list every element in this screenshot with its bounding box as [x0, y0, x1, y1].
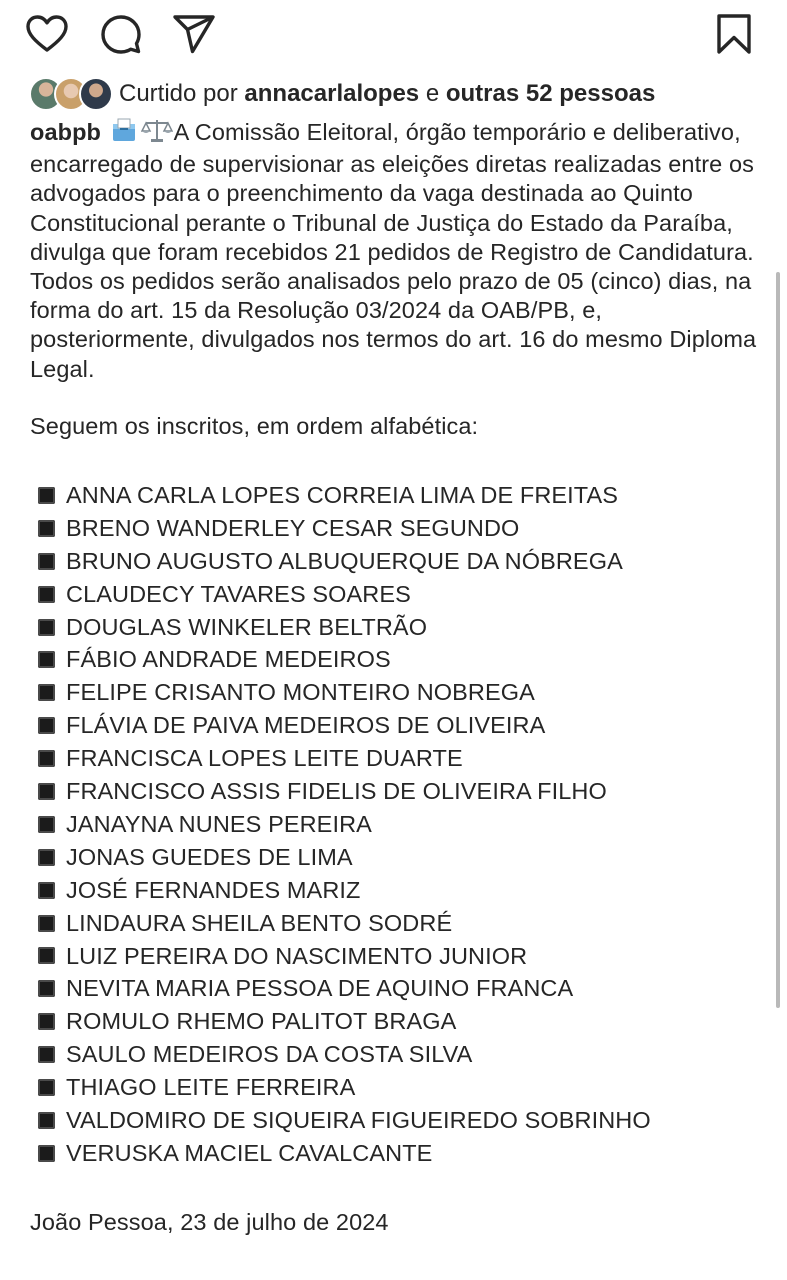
candidate-name: THIAGO LEITE FERREIRA	[66, 1074, 356, 1101]
save-button[interactable]	[711, 12, 757, 56]
likes-summary[interactable]	[29, 76, 655, 112]
black-square-bullet-icon	[38, 1079, 55, 1096]
black-square-bullet-icon	[38, 1046, 55, 1063]
avatar	[79, 77, 113, 111]
list-item	[38, 578, 760, 611]
black-square-bullet-icon	[38, 750, 55, 767]
balance-scale-emoji	[141, 117, 173, 150]
list-item	[38, 643, 760, 676]
list-item	[38, 841, 760, 874]
black-square-bullet-icon	[38, 586, 55, 603]
list-item	[38, 611, 760, 644]
black-square-bullet-icon	[38, 882, 55, 899]
candidate-name: VALDOMIRO DE SIQUEIRA FIGUEIREDO SOBRINHO	[66, 1106, 651, 1133]
candidate-name: FLÁVIA DE PAIVA MEDEIROS DE OLIVEIRA	[66, 712, 546, 739]
liker-username[interactable]: annacarlalopes	[244, 80, 420, 107]
post-action-bar	[0, 0, 787, 70]
candidate-name: FRANCISCA LOPES LEITE DUARTE	[66, 745, 463, 772]
candidate-name: FÁBIO ANDRADE MEDEIROS	[66, 646, 391, 673]
black-square-bullet-icon	[38, 520, 55, 537]
candidate-name: LINDAURA SHEILA BENTO SODRÉ	[66, 909, 453, 936]
candidate-name: LUIZ PEREIRA DO NASCIMENTO JUNIOR	[66, 942, 528, 969]
list-item	[38, 808, 760, 841]
candidate-name: FELIPE CRISANTO MONTEIRO NOBREGA	[66, 679, 535, 706]
heart-outline-icon	[25, 14, 69, 54]
black-square-bullet-icon	[38, 684, 55, 701]
liker-avatars	[29, 77, 111, 111]
comment-button[interactable]	[98, 12, 144, 56]
list-item	[38, 1005, 760, 1038]
list-item	[38, 479, 760, 512]
list-item	[38, 676, 760, 709]
list-item	[38, 1137, 760, 1170]
paper-plane-icon	[172, 13, 216, 55]
list-item	[38, 1071, 760, 1104]
caption-body	[30, 117, 760, 384]
black-square-bullet-icon	[38, 915, 55, 932]
caption-username[interactable]: oabpb	[30, 119, 101, 145]
others-count-link[interactable]: outras 52 pessoas	[445, 80, 656, 107]
black-square-bullet-icon	[38, 1112, 55, 1129]
black-square-bullet-icon	[38, 553, 55, 570]
ballot-box-emoji	[109, 117, 139, 150]
black-square-bullet-icon	[38, 651, 55, 668]
list-item	[38, 742, 760, 775]
black-square-bullet-icon	[38, 980, 55, 997]
list-item	[38, 1038, 760, 1071]
list-item	[38, 940, 760, 973]
post-caption	[30, 117, 760, 1237]
share-button[interactable]	[171, 12, 217, 56]
candidates-intro: Seguem os inscritos, em ordem alfabética:	[30, 412, 479, 439]
likes-connector: e	[425, 80, 440, 107]
black-square-bullet-icon	[38, 947, 55, 964]
bookmark-icon	[714, 13, 754, 55]
black-square-bullet-icon	[38, 1145, 55, 1162]
candidate-name: JONAS GUEDES DE LIMA	[66, 843, 353, 870]
black-square-bullet-icon	[38, 487, 55, 504]
scrollbar[interactable]	[776, 272, 780, 1008]
list-item	[38, 545, 760, 578]
black-square-bullet-icon	[38, 1013, 55, 1030]
candidate-name: BRUNO AUGUSTO ALBUQUERQUE DA NÓBREGA	[66, 547, 623, 574]
likes-prefix: Curtido por	[119, 80, 238, 107]
black-square-bullet-icon	[38, 717, 55, 734]
black-square-bullet-icon	[38, 619, 55, 636]
black-square-bullet-icon	[38, 816, 55, 833]
candidate-name: NEVITA MARIA PESSOA DE AQUINO FRANCA	[66, 975, 574, 1002]
candidate-name: BRENO WANDERLEY CESAR SEGUNDO	[66, 514, 520, 541]
candidate-name: JANAYNA NUNES PEREIRA	[66, 810, 372, 837]
candidate-name: ANNA CARLA LOPES CORREIA LIMA DE FREITAS	[66, 482, 619, 509]
list-item	[38, 874, 760, 907]
candidate-name: ROMULO RHEMO PALITOT BRAGA	[66, 1008, 457, 1035]
list-item	[38, 512, 760, 545]
candidate-name: VERUSKA MACIEL CAVALCANTE	[66, 1139, 433, 1166]
list-item	[38, 1104, 760, 1137]
black-square-bullet-icon	[38, 783, 55, 800]
comment-bubble-icon	[100, 13, 142, 55]
candidate-name: CLAUDECY TAVARES SOARES	[66, 580, 411, 607]
candidates-list	[38, 479, 760, 1170]
like-button[interactable]	[24, 12, 70, 56]
likes-text	[119, 80, 655, 108]
candidate-name: SAULO MEDEIROS DA COSTA SILVA	[66, 1041, 473, 1068]
list-item	[38, 972, 760, 1005]
candidate-name: JOSÉ FERNANDES MARIZ	[66, 876, 361, 903]
black-square-bullet-icon	[38, 849, 55, 866]
candidate-name: DOUGLAS WINKELER BELTRÃO	[66, 613, 428, 640]
caption-signoff: João Pessoa, 23 de julho de 2024	[30, 1208, 389, 1235]
caption-text: A Comissão Eleitoral, órgão temporário e deliberativo, encarregado de supervisionar as eleições diretas realizadas entre os advogados para o preenchimento da vaga destinada ao Quinto Constitucional perante o Tribunal de Justiça do Estado da Paraíba, divulga que foram recebidos 21 pedidos de Registro de Candidatura. Todos os pedidos serão analisados pelo prazo de 05 (cinco) dias, na forma do art. 15 da Resolução 03/2024 da OAB/PB, e, posteriormente, divulgados nos termos do art. 16 do mesmo Diploma Legal.	[30, 119, 757, 382]
list-item	[38, 775, 760, 808]
list-item	[38, 907, 760, 940]
candidate-name: FRANCISCO ASSIS FIDELIS DE OLIVEIRA FILHO	[66, 778, 607, 805]
list-item	[38, 709, 760, 742]
